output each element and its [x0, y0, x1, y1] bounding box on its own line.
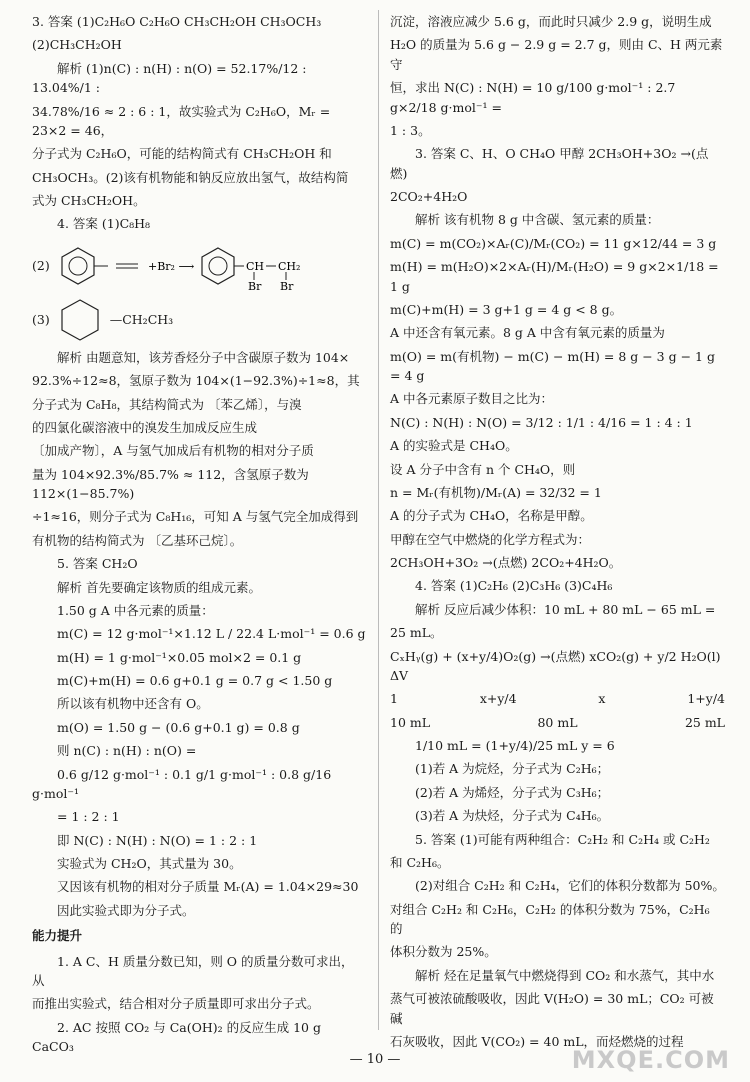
q5-line-14: 因此实验式即为分子式。: [57, 902, 195, 918]
q5-line-8: 则 n(C) : n(H) : n(O) =: [57, 743, 197, 759]
q4-analysis-6: 量为 104×92.3%/85.7% ≈ 112，含氢原子数为 112×(1−85.7%): [32, 466, 309, 501]
r-line-18: A 的分子式为 CH₄O，名称是甲醇。: [390, 508, 593, 524]
ability-2-line-1: 2. AC 按照 CO₂ 与 Ca(OH)₂ 的反应生成 10 g CaCO₃: [32, 1019, 321, 1054]
q4-answer: 4. 答案 (1)C₈H₈: [57, 216, 151, 232]
q4-analysis-7: ÷1≈16，则分子式为 C₈H₁₆，可知 A 与氢气完全加成得到: [32, 509, 359, 525]
r-line-36: 解析 烃在足量氧气中燃烧得到 CO₂ 和水蒸气，其中水: [415, 967, 715, 983]
volume-3: 25 mL: [684, 714, 725, 730]
r-line-27: 1/10 mL = (1+y/4)/25 mL y = 6: [415, 738, 615, 753]
r-line-23: 25 mL。: [390, 625, 443, 641]
q5-line-4: m(H) = 1 g·mol⁻¹×0.05 mol×2 = 0.1 g: [57, 649, 302, 665]
q4-analysis-5: 〔加成产物〕，A 与氢气加成后有机物的相对分子质: [32, 443, 314, 459]
q4-analysis-1: 解析 由题意知，该芳香烃分子中含碳原子数为 104×: [57, 349, 350, 365]
q3-answer-2: (2)CH₃CH₂OH: [32, 37, 122, 53]
svg-text:Br: Br: [279, 279, 294, 292]
styrene-bromination-structure: [58, 240, 318, 292]
q5-line-1: 解析 首先要确定该物质的组成元素。: [57, 579, 261, 595]
r-line-3: 恒，求出 N(C) : N(H) = 10 g/100 g·mol⁻¹ : 2.7 g×2/18 g·mol⁻¹ =: [390, 80, 676, 115]
q3-analysis-5: 式为 CH₃CH₂OH。: [32, 193, 146, 208]
r-line-29: (2)若 A 为烯烃，分子式为 C₃H₆；: [415, 784, 610, 800]
left-column: [32, 12, 366, 1060]
cyclohexane-ring-icon: [58, 298, 102, 342]
ratio-4: 1+y/4: [687, 691, 725, 707]
r-line-33: (2)对组合 C₂H₂ 和 C₂H₄，它们的体积分数都为 50%。: [415, 878, 725, 894]
r-line-4: 1 : 3。: [390, 122, 431, 138]
r-line-16: 设 A 分子中含有 n 个 CH₄O，则: [390, 461, 576, 477]
q5-line-6: 所以该有机物中还含有 O。: [57, 696, 209, 712]
ratio-row-1: [390, 689, 725, 708]
r-line-30: (3)若 A 为炔烃，分子式为 C₄H₆。: [415, 808, 610, 824]
r-line-34: 对组合 C₂H₂ 和 C₂H₆，C₂H₂ 的体积分数为 75%，C₂H₆ 的: [390, 901, 710, 936]
column-divider: [378, 10, 379, 1030]
r-line-21: 4. 答案 (1)C₂H₆ (2)C₃H₆ (3)C₄H₆: [415, 578, 613, 594]
page-number: — 10 —: [349, 1052, 401, 1067]
q5-line-12: 实验式为 CH₂O，其式量为 30。: [57, 856, 242, 871]
q4-analysis-3: 分子式为 C₈H₈，其结构简式为 〔苯乙烯〕，与溴: [32, 396, 302, 412]
r-line-22: 解析 反应后减少体积：10 mL + 80 mL − 65 mL =: [415, 601, 716, 617]
r-line-35: 体积分数为 25%。: [390, 944, 497, 960]
r-line-7: 解析 该有机物 8 g 中含碳、氢元素的质量：: [415, 212, 660, 228]
ratio-1: 1: [390, 691, 398, 707]
r-line-10: m(C)+m(H) = 3 g+1 g = 4 g < 8 g。: [390, 301, 623, 317]
ability-1-line-2: 而推出实验式，结合相对分子质量即可求出分子式。: [32, 996, 320, 1012]
volume-2: 80 mL: [537, 714, 578, 730]
eq-label-2: (2): [32, 258, 50, 274]
r-line-28: (1)若 A 为烷烃，分子式为 C₂H₆；: [415, 761, 610, 777]
eq-label-3: (3): [32, 312, 50, 328]
q3-analysis-4: CH₃OCH₃。(2)该有机物能和钠反应放出氢气，故结构简: [32, 169, 349, 185]
r-line-15: A 的实验式是 CH₄O。: [390, 438, 518, 454]
q5-line-2: 1.50 g A 中各元素的质量：: [57, 602, 214, 618]
ethyl-group: —CH₂CH₃: [109, 312, 174, 328]
svg-text:CH: CH: [245, 259, 264, 273]
q3-analysis-3: 分子式为 C₂H₆O，可能的结构简式有 CH₃CH₂OH 和: [32, 146, 332, 162]
volume-1: 10 mL: [390, 714, 431, 730]
r-line-1: 沉淀，溶液应减少 5.6 g，而此时只减少 2.9 g，说明生成: [390, 14, 712, 29]
q4-analysis-2: 92.3%÷12≈8，氢原子数为 104×(1−92.3%)÷1≈8，其: [32, 373, 360, 389]
r-line-12: m(O) = m(有机物) − m(C) − m(H) = 8 g − 3 g − 1 g = 4 g: [390, 348, 715, 383]
r-line-37: 蒸气可被浓硫酸吸收，因此 V(H₂O) = 30 mL；CO₂ 可被碱: [390, 991, 714, 1026]
right-column: [390, 12, 725, 1055]
q4-analysis-8: 有机物的结构简式为 〔乙基环己烷〕。: [32, 532, 243, 548]
r-line-2: H₂O 的质量为 5.6 g − 2.9 g = 2.7 g，则由 C、H 两元素守: [390, 37, 723, 72]
section-title: 能力提升: [32, 928, 83, 944]
ethylcyclohexane-line: [32, 298, 366, 342]
r-line-14: N(C) : N(H) : N(O) = 3/12 : 1/1 : 4/16 = 1 : 4 : 1: [390, 414, 693, 430]
q5-line-3: m(C) = 12 g·mol⁻¹×1.12 L / 22.4 L·mol⁻¹ = 0.6 g: [57, 626, 366, 642]
ability-1-line-1: 1. A C、H 质量分数已知，则 O 的质量分数可求出，从: [32, 953, 354, 988]
r-line-38: 石灰吸收，因此 V(CO₂) = 40 mL，而烃燃烧的过程: [390, 1033, 684, 1049]
q3-analysis-1: 解析 (1)n(C) : n(H) : n(O) = 52.17%/12 : 13.04%/1 :: [32, 60, 307, 96]
r-line-9: m(H) = m(H₂O)×2×Aᵣ(H)/Mᵣ(H₂O) = 9 g×2×1/18 = 1 g: [390, 259, 719, 294]
eq-plus-text: +Br₂ ⟶: [147, 259, 194, 273]
ratio-3: x: [598, 691, 606, 707]
r-line-6: 2CO₂+4H₂O: [390, 189, 468, 204]
ratio-2: x+y/4: [479, 691, 517, 707]
q3-analysis-2: 34.78%/16 ≈ 2 : 6 : 1，故实验式为 C₂H₆O，Mᵣ = 23×2 = 46，: [32, 103, 331, 138]
q5-line-9: 0.6 g/12 g·mol⁻¹ : 0.1 g/1 g·mol⁻¹ : 0.8 g/16 g·mol⁻¹: [32, 766, 332, 801]
svg-text:Br: Br: [247, 279, 262, 292]
r-line-31: 5. 答案 (1)可能有两种组合：C₂H₂ 和 C₂H₄ 或 C₂H₂: [415, 831, 710, 847]
q5-line-5: m(C)+m(H) = 0.6 g+0.1 g = 0.7 g < 1.50 g: [57, 673, 333, 688]
r-line-8: m(C) = m(CO₂)×Aᵣ(C)/Mᵣ(CO₂) = 11 g×12/44 = 3 g: [390, 235, 717, 251]
r-line-5: 3. 答案 C、H、O CH₄O 甲醇 2CH₃OH+3O₂ →(点燃): [390, 146, 709, 181]
watermark: MXQE.COM: [571, 1046, 730, 1074]
r-line-13: A 中各元素原子数目之比为：: [390, 391, 554, 407]
r-line-19: 甲醇在空气中燃烧的化学方程式为：: [390, 531, 591, 547]
r-line-17: n = Mᵣ(有机物)/Mᵣ(A) = 32/32 = 1: [390, 484, 602, 500]
bromination-equation: [32, 240, 366, 292]
q3-answer-1: 3. 答案 (1)C₂H₆O C₂H₆O CH₃CH₂OH CH₃OCH₃: [32, 14, 322, 29]
r-line-32: 和 C₂H₆。: [390, 854, 450, 870]
ratio-row-2: [390, 713, 725, 732]
r-line-20: 2CH₃OH+3O₂ →(点燃) 2CO₂+4H₂O。: [390, 555, 622, 570]
q5-line-11: 即 N(C) : N(H) : N(O) = 1 : 2 : 1: [57, 832, 258, 848]
r-line-11: A 中还含有氧元素。8 g A 中含有氧元素的质量为: [390, 325, 665, 341]
q5-line-10: = 1 : 2 : 1: [57, 809, 120, 825]
svg-text:CH₂: CH₂: [277, 259, 301, 273]
q5-line-7: m(O) = 1.50 g − (0.6 g+0.1 g) = 0.8 g: [57, 719, 300, 735]
q5-answer: 5. 答案 CH₂O: [57, 556, 138, 572]
r-line-24: CₓHᵧ(g) + (x+y/4)O₂(g) →(点燃) xCO₂(g) + y/2 H₂O(l) ΔV: [390, 648, 721, 683]
q5-line-13: 又因该有机物的相对分子质量 Mᵣ(A) = 1.04×29≈30: [57, 879, 359, 895]
q4-analysis-4: 的四氯化碳溶液中的溴发生加成反应生成: [32, 419, 258, 435]
